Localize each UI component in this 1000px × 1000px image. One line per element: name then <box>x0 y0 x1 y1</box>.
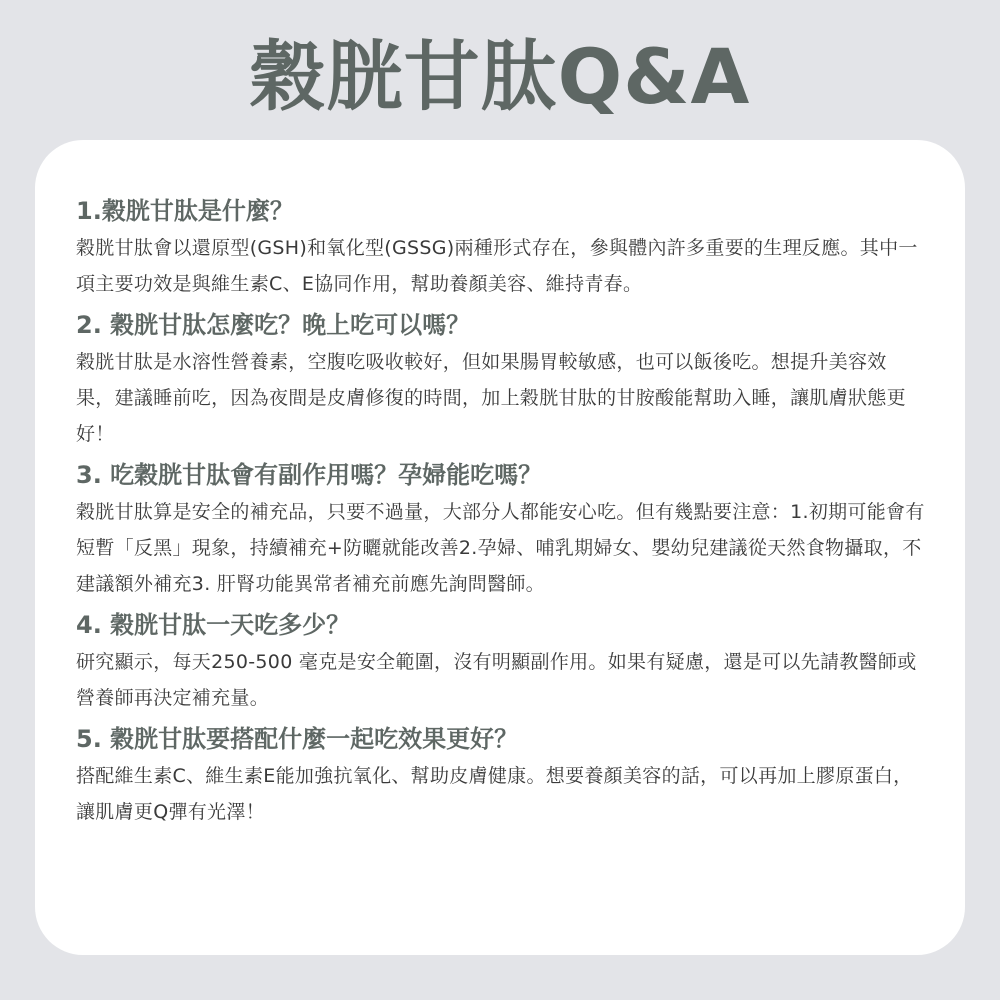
qa-item-4 <box>76 606 925 716</box>
answer-3: 穀胱甘肽算是安全的補充品，只要不過量，大部分人都能安心吃。但有幾點要注意：1.初期可能會有短暫「反黑」現象，持續補充+防曬就能改善2.孕婦、哺乳期婦女、嬰幼兒建議從天然食物攝取，不建議額外補充3. 肝腎功能異常者補充前應先詢問醫師。 <box>76 501 925 595</box>
answer-2: 穀胱甘肽是水溶性營養素，空腹吃吸收較好，但如果腸胃較敏感，也可以飯後吃。想提升美容效果，建議睡前吃，因為夜間是皮膚修復的時間，加上穀胱甘肽的甘胺酸能幫助入睡，讓肌膚狀態更好！ <box>76 351 906 445</box>
question-2: 2. 穀胱甘肽怎麼吃？晚上吃可以嗎？ <box>76 311 471 339</box>
qa-item-3 <box>76 456 925 602</box>
question-1: 1.穀胱甘肽是什麼？ <box>76 197 294 225</box>
page-title: 穀胱甘肽Q&A <box>249 32 751 121</box>
qa-item-2 <box>76 306 925 452</box>
question-3: 3. 吃穀胱甘肽會有副作用嗎？孕婦能吃嗎？ <box>76 461 543 489</box>
answer-4: 研究顯示，每天250-500 毫克是安全範圍，沒有明顯副作用。如果有疑慮，還是可以先請教醫師或營養師再決定補充量。 <box>76 651 917 709</box>
question-5: 5. 穀胱甘肽要搭配什麼一起吃效果更好？ <box>76 725 519 753</box>
qa-item-1 <box>76 192 925 302</box>
answer-5: 搭配維生素C、維生素E能加強抗氧化、幫助皮膚健康。想要養顏美容的話，可以再加上膠原蛋白，讓肌膚更Q彈有光澤！ <box>76 765 913 823</box>
qa-card <box>35 140 965 955</box>
question-4: 4. 穀胱甘肽一天吃多少？ <box>76 611 351 639</box>
qa-item-5 <box>76 720 925 830</box>
answer-1: 穀胱甘肽會以還原型(GSH)和氧化型(GSSG)兩種形式存在，參與體內許多重要的生理反應。其中一項主要功效是與維生素C、E協同作用，幫助養顏美容、維持青春。 <box>76 237 918 295</box>
